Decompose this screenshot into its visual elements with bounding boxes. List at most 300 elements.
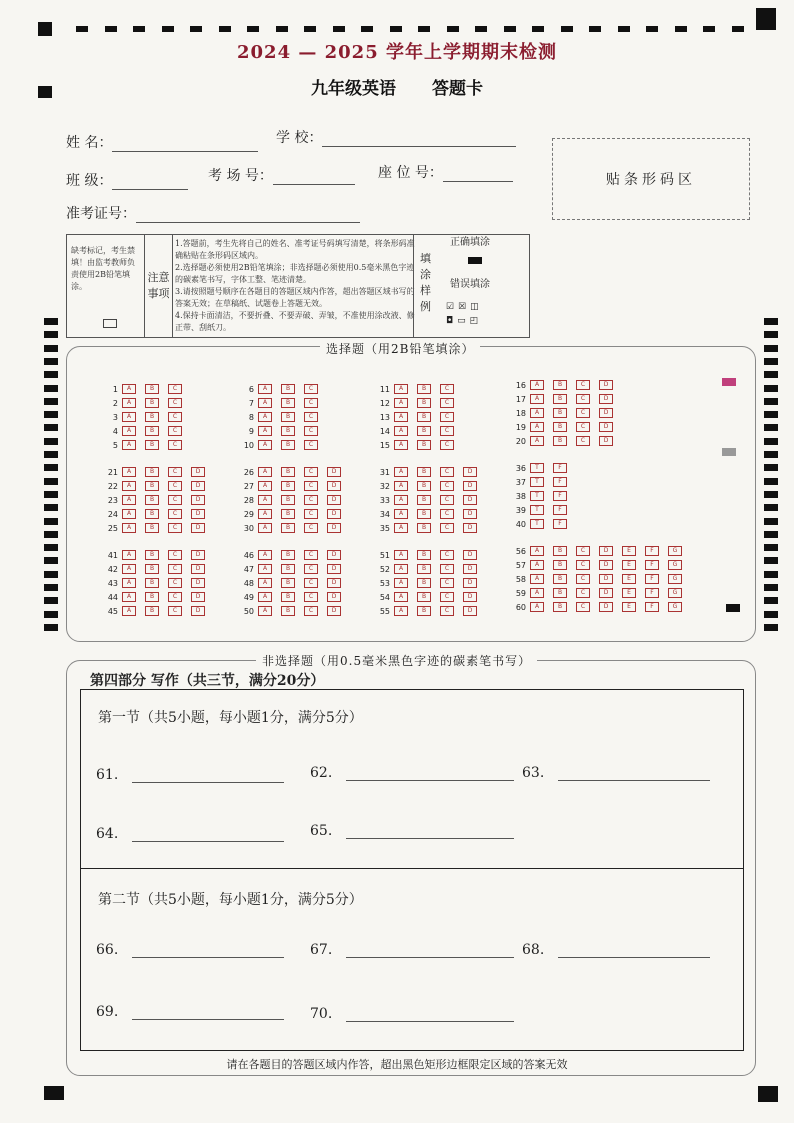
bubble-20-D[interactable]: D [599, 436, 613, 446]
bubble-57-B[interactable]: B [553, 560, 567, 570]
answer-65[interactable]: 65. [310, 823, 514, 839]
bubble-43-D[interactable]: D [191, 578, 205, 588]
bubble-29-B[interactable]: B [281, 509, 295, 519]
bubble-43-B[interactable]: B [145, 578, 159, 588]
bubble-49-A[interactable]: A [258, 592, 272, 602]
bubble-50-B[interactable]: B [281, 606, 295, 616]
bubble-5-A[interactable]: A [122, 440, 136, 450]
bubble-28-D[interactable]: D [327, 495, 341, 505]
bubble-26-A[interactable]: A [258, 467, 272, 477]
bubble-56-B[interactable]: B [553, 546, 567, 556]
bubble-1-B[interactable]: B [145, 384, 159, 394]
bubble-30-B[interactable]: B [281, 523, 295, 533]
bubble-27-A[interactable]: A [258, 481, 272, 491]
bubble-6-C[interactable]: C [304, 384, 318, 394]
bubble-6-A[interactable]: A [258, 384, 272, 394]
bubble-27-C[interactable]: C [304, 481, 318, 491]
question-16: 16 A B C D [508, 380, 622, 390]
bubble-42-B[interactable]: B [145, 564, 159, 574]
bubble-44-B[interactable]: B [145, 592, 159, 602]
bubble-56-F[interactable]: F [645, 546, 659, 556]
bubble-20-A[interactable]: A [530, 436, 544, 446]
bubble-2-B[interactable]: B [145, 398, 159, 408]
bubble-35-D[interactable]: D [463, 523, 477, 533]
bubble-30-D[interactable]: D [327, 523, 341, 533]
timing-mark [764, 557, 778, 564]
bubble-53-D[interactable]: D [463, 578, 477, 588]
bubble-19-D[interactable]: D [599, 422, 613, 432]
bubble-16-A[interactable]: A [530, 380, 544, 390]
bubble-37-T[interactable]: T [530, 477, 544, 487]
bubble-30-C[interactable]: C [304, 523, 318, 533]
bubble-44-C[interactable]: C [168, 592, 182, 602]
bubble-14-B[interactable]: B [417, 426, 431, 436]
bubble-16-B[interactable]: B [553, 380, 567, 390]
bubble-31-B[interactable]: B [417, 467, 431, 477]
bubble-32-D[interactable]: D [463, 481, 477, 491]
bubble-47-B[interactable]: B [281, 564, 295, 574]
bubble-60-B[interactable]: B [553, 602, 567, 612]
question-21: 21 A B C D [100, 467, 214, 477]
bubble-9-B[interactable]: B [281, 426, 295, 436]
bubble-58-G[interactable]: G [668, 574, 682, 584]
bubble-60-D[interactable]: D [599, 602, 613, 612]
timing-mark [646, 26, 658, 32]
bubble-52-B[interactable]: B [417, 564, 431, 574]
bubble-57-G[interactable]: G [668, 560, 682, 570]
bubble-8-C[interactable]: C [304, 412, 318, 422]
wrong-fill-samples: ◘▭◰ [446, 316, 483, 326]
timing-mark [764, 398, 778, 405]
bubble-49-B[interactable]: B [281, 592, 295, 602]
bubble-3-C[interactable]: C [168, 412, 182, 422]
bubble-31-A[interactable]: A [394, 467, 408, 477]
bubble-34-C[interactable]: C [440, 509, 454, 519]
bubble-3-B[interactable]: B [145, 412, 159, 422]
timing-mark [764, 597, 778, 604]
bubble-42-A[interactable]: A [122, 564, 136, 574]
question-15: 15 A B C [372, 440, 463, 450]
bubble-29-C[interactable]: C [304, 509, 318, 519]
bubble-5-C[interactable]: C [168, 440, 182, 450]
answer-67[interactable]: 67. [310, 942, 514, 958]
bubble-35-A[interactable]: A [394, 523, 408, 533]
bubble-28-C[interactable]: C [304, 495, 318, 505]
timing-mark [44, 504, 58, 511]
bubble-47-D[interactable]: D [327, 564, 341, 574]
bubble-41-A[interactable]: A [122, 550, 136, 560]
bubble-53-A[interactable]: A [394, 578, 408, 588]
timing-mark [764, 544, 778, 551]
bubble-13-A[interactable]: A [394, 412, 408, 422]
bubble-54-A[interactable]: A [394, 592, 408, 602]
bubble-46-C[interactable]: C [304, 550, 318, 560]
timing-mark [44, 318, 58, 325]
bubble-56-C[interactable]: C [576, 546, 590, 556]
timing-mark [722, 448, 736, 456]
timing-mark [475, 26, 487, 32]
bubble-15-B[interactable]: B [417, 440, 431, 450]
bubble-26-B[interactable]: B [281, 467, 295, 477]
question-41: 41 A B C D [100, 550, 214, 560]
bubble-31-D[interactable]: D [463, 467, 477, 477]
question-28: 28 A B C D [236, 495, 350, 505]
timing-mark [764, 584, 778, 591]
bubble-60-E[interactable]: E [622, 602, 636, 612]
bubble-11-A[interactable]: A [394, 384, 408, 394]
bubble-52-D[interactable]: D [463, 564, 477, 574]
bubble-18-D[interactable]: D [599, 408, 613, 418]
bubble-23-A[interactable]: A [122, 495, 136, 505]
bubble-13-C[interactable]: C [440, 412, 454, 422]
question-30: 30 A B C D [236, 523, 350, 533]
bubble-32-A[interactable]: A [394, 481, 408, 491]
bubble-55-A[interactable]: A [394, 606, 408, 616]
bubble-36-T[interactable]: T [530, 463, 544, 473]
bubble-57-E[interactable]: E [622, 560, 636, 570]
bubble-24-D[interactable]: D [191, 509, 205, 519]
bubble-58-A[interactable]: A [530, 574, 544, 584]
bubble-58-F[interactable]: F [645, 574, 659, 584]
bubble-35-B[interactable]: B [417, 523, 431, 533]
bubble-42-D[interactable]: D [191, 564, 205, 574]
timing-mark [44, 464, 58, 471]
class-field[interactable]: 班 级： [66, 170, 188, 190]
bubble-7-C[interactable]: C [304, 398, 318, 408]
bubble-17-A[interactable]: A [530, 394, 544, 404]
bubble-44-A[interactable]: A [122, 592, 136, 602]
bubble-48-A[interactable]: A [258, 578, 272, 588]
bubble-59-F[interactable]: F [645, 588, 659, 598]
bubble-21-A[interactable]: A [122, 467, 136, 477]
bubble-6-B[interactable]: B [281, 384, 295, 394]
bubble-7-B[interactable]: B [281, 398, 295, 408]
bubble-60-G[interactable]: G [668, 602, 682, 612]
bubble-12-B[interactable]: B [417, 398, 431, 408]
bubble-23-D[interactable]: D [191, 495, 205, 505]
exam-room-field[interactable]: 考 场 号： [208, 165, 355, 185]
bubble-16-C[interactable]: C [576, 380, 590, 390]
bubble-1-A[interactable]: A [122, 384, 136, 394]
bubble-58-B[interactable]: B [553, 574, 567, 584]
bubble-15-A[interactable]: A [394, 440, 408, 450]
bubble-38-F[interactable]: F [553, 491, 567, 501]
bubble-57-D[interactable]: D [599, 560, 613, 570]
reg-mark [44, 1086, 64, 1100]
bubble-51-A[interactable]: A [394, 550, 408, 560]
bubble-1-C[interactable]: C [168, 384, 182, 394]
name-field[interactable]: 姓 名： [66, 132, 258, 152]
bubble-41-B[interactable]: B [145, 550, 159, 560]
timing-mark [44, 398, 58, 405]
bubble-10-B[interactable]: B [281, 440, 295, 450]
bubble-17-C[interactable]: C [576, 394, 590, 404]
bubble-41-D[interactable]: D [191, 550, 205, 560]
bubble-23-B[interactable]: B [145, 495, 159, 505]
bubble-12-C[interactable]: C [440, 398, 454, 408]
answer-62[interactable]: 62. [310, 765, 514, 781]
bubble-22-D[interactable]: D [191, 481, 205, 491]
timing-mark [44, 385, 58, 392]
answer-64[interactable]: 64. [96, 826, 284, 842]
answer-66[interactable]: 66. [96, 942, 284, 958]
bubble-60-C[interactable]: C [576, 602, 590, 612]
question-38: 38 T F [508, 491, 576, 501]
bubble-44-D[interactable]: D [191, 592, 205, 602]
bubble-33-A[interactable]: A [394, 495, 408, 505]
bubble-32-C[interactable]: C [440, 481, 454, 491]
bubble-57-F[interactable]: F [645, 560, 659, 570]
bubble-47-C[interactable]: C [304, 564, 318, 574]
bubble-56-E[interactable]: E [622, 546, 636, 556]
bubble-29-A[interactable]: A [258, 509, 272, 519]
bubble-3-A[interactable]: A [122, 412, 136, 422]
question-20: 20 A B C D [508, 436, 622, 446]
bubble-49-D[interactable]: D [327, 592, 341, 602]
bubble-46-B[interactable]: B [281, 550, 295, 560]
bubble-50-A[interactable]: A [258, 606, 272, 616]
bubble-54-B[interactable]: B [417, 592, 431, 602]
question-59: 59 A B C D E F G [508, 588, 691, 598]
bubble-59-E[interactable]: E [622, 588, 636, 598]
bubble-57-C[interactable]: C [576, 560, 590, 570]
bubble-41-C[interactable]: C [168, 550, 182, 560]
bubble-40-T[interactable]: T [530, 519, 544, 529]
bubble-42-C[interactable]: C [168, 564, 182, 574]
bubble-45-B[interactable]: B [145, 606, 159, 616]
bubble-23-C[interactable]: C [168, 495, 182, 505]
bubble-21-B[interactable]: B [145, 467, 159, 477]
bubble-27-B[interactable]: B [281, 481, 295, 491]
bubble-51-C[interactable]: C [440, 550, 454, 560]
bubble-37-F[interactable]: F [553, 477, 567, 487]
bubble-7-A[interactable]: A [258, 398, 272, 408]
bubble-11-B[interactable]: B [417, 384, 431, 394]
bubble-25-A[interactable]: A [122, 523, 136, 533]
bubble-58-D[interactable]: D [599, 574, 613, 584]
bubble-30-A[interactable]: A [258, 523, 272, 533]
bubble-60-A[interactable]: A [530, 602, 544, 612]
timing-mark [764, 345, 778, 352]
bubble-29-D[interactable]: D [327, 509, 341, 519]
question-24: 24 A B C D [100, 509, 214, 519]
bubble-20-B[interactable]: B [553, 436, 567, 446]
question-26: 26 A B C D [236, 467, 350, 477]
ticket-field[interactable]: 准考证号： [66, 203, 360, 223]
bubble-58-C[interactable]: C [576, 574, 590, 584]
bubble-26-C[interactable]: C [304, 467, 318, 477]
bubble-51-D[interactable]: D [463, 550, 477, 560]
bubble-50-D[interactable]: D [327, 606, 341, 616]
bubble-2-C[interactable]: C [168, 398, 182, 408]
bubble-53-B[interactable]: B [417, 578, 431, 588]
question-1: 1 A B C [100, 384, 191, 394]
bubble-22-C[interactable]: C [168, 481, 182, 491]
bubble-57-A[interactable]: A [530, 560, 544, 570]
bubble-15-C[interactable]: C [440, 440, 454, 450]
absent-mark-box[interactable] [103, 319, 117, 328]
bubble-38-T[interactable]: T [530, 491, 544, 501]
question-6: 6 A B C [236, 384, 327, 394]
bubble-17-D[interactable]: D [599, 394, 613, 404]
bubble-31-C[interactable]: C [440, 467, 454, 477]
bubble-9-C[interactable]: C [304, 426, 318, 436]
bubble-47-A[interactable]: A [258, 564, 272, 574]
bubble-52-A[interactable]: A [394, 564, 408, 574]
bubble-48-D[interactable]: D [327, 578, 341, 588]
question-7: 7 A B C [236, 398, 327, 408]
bubble-19-C[interactable]: C [576, 422, 590, 432]
bubble-34-A[interactable]: A [394, 509, 408, 519]
bubble-59-C[interactable]: C [576, 588, 590, 598]
writing-answer-box [80, 689, 744, 1051]
bubble-55-B[interactable]: B [417, 606, 431, 616]
bubble-54-D[interactable]: D [463, 592, 477, 602]
bubble-45-A[interactable]: A [122, 606, 136, 616]
bubble-48-C[interactable]: C [304, 578, 318, 588]
bubble-50-C[interactable]: C [304, 606, 318, 616]
bubble-59-D[interactable]: D [599, 588, 613, 598]
bubble-22-A[interactable]: A [122, 481, 136, 491]
bubble-18-C[interactable]: C [576, 408, 590, 418]
bubble-5-B[interactable]: B [145, 440, 159, 450]
bubble-43-A[interactable]: A [122, 578, 136, 588]
timing-mark [133, 26, 145, 32]
bubble-4-A[interactable]: A [122, 426, 136, 436]
bubble-16-D[interactable]: D [599, 380, 613, 390]
question-23: 23 A B C D [100, 495, 214, 505]
bubble-20-C[interactable]: C [576, 436, 590, 446]
bubble-35-C[interactable]: C [440, 523, 454, 533]
bubble-33-C[interactable]: C [440, 495, 454, 505]
bubble-19-A[interactable]: A [530, 422, 544, 432]
question-27: 27 A B C D [236, 481, 350, 491]
answer-68[interactable]: 68. [522, 942, 710, 958]
bubble-55-D[interactable]: D [463, 606, 477, 616]
answer-61[interactable]: 61. [96, 767, 284, 783]
bubble-39-T[interactable]: T [530, 505, 544, 515]
bubble-25-B[interactable]: B [145, 523, 159, 533]
question-19: 19 A B C D [508, 422, 622, 432]
answer-63[interactable]: 63. [522, 765, 710, 781]
bubble-32-B[interactable]: B [417, 481, 431, 491]
bubble-43-C[interactable]: C [168, 578, 182, 588]
question-36: 36 T F [508, 463, 576, 473]
bubble-28-A[interactable]: A [258, 495, 272, 505]
bubble-26-D[interactable]: D [327, 467, 341, 477]
bubble-8-B[interactable]: B [281, 412, 295, 422]
bubble-56-A[interactable]: A [530, 546, 544, 556]
bubble-22-B[interactable]: B [145, 481, 159, 491]
question-58: 58 A B C D E F G [508, 574, 691, 584]
reg-mark [756, 8, 776, 30]
school-field[interactable]: 学 校： [276, 127, 516, 147]
timing-mark [44, 544, 58, 551]
bubble-48-B[interactable]: B [281, 578, 295, 588]
bubble-60-F[interactable]: F [645, 602, 659, 612]
bubble-55-C[interactable]: C [440, 606, 454, 616]
bubble-18-B[interactable]: B [553, 408, 567, 418]
bubble-46-A[interactable]: A [258, 550, 272, 560]
bubble-10-C[interactable]: C [304, 440, 318, 450]
bubble-8-A[interactable]: A [258, 412, 272, 422]
bubble-56-G[interactable]: G [668, 546, 682, 556]
timing-mark [764, 531, 778, 538]
timing-mark [44, 371, 58, 378]
bubble-49-C[interactable]: C [304, 592, 318, 602]
answer-69[interactable]: 69. [96, 1004, 284, 1020]
question-2: 2 A B C [100, 398, 191, 408]
timing-mark [44, 451, 58, 458]
bubble-34-B[interactable]: B [417, 509, 431, 519]
bubble-52-C[interactable]: C [440, 564, 454, 574]
bubble-21-D[interactable]: D [191, 467, 205, 477]
timing-mark [44, 478, 58, 485]
bubble-54-C[interactable]: C [440, 592, 454, 602]
bubble-24-C[interactable]: C [168, 509, 182, 519]
bubble-12-A[interactable]: A [394, 398, 408, 408]
bubble-14-A[interactable]: A [394, 426, 408, 436]
bubble-17-B[interactable]: B [553, 394, 567, 404]
bubble-19-B[interactable]: B [553, 422, 567, 432]
bubble-56-D[interactable]: D [599, 546, 613, 556]
bubble-58-E[interactable]: E [622, 574, 636, 584]
bubble-45-D[interactable]: D [191, 606, 205, 616]
bubble-14-C[interactable]: C [440, 426, 454, 436]
bubble-9-A[interactable]: A [258, 426, 272, 436]
bubble-40-F[interactable]: F [553, 519, 567, 529]
timing-mark [304, 26, 316, 32]
question-49: 49 A B C D [236, 592, 350, 602]
timing-mark [44, 571, 58, 578]
question-50: 50 A B C D [236, 606, 350, 616]
bubble-13-B[interactable]: B [417, 412, 431, 422]
bubble-59-G[interactable]: G [668, 588, 682, 598]
bubble-4-C[interactable]: C [168, 426, 182, 436]
bubble-46-D[interactable]: D [327, 550, 341, 560]
bubble-10-A[interactable]: A [258, 440, 272, 450]
bubble-24-A[interactable]: A [122, 509, 136, 519]
bubble-27-D[interactable]: D [327, 481, 341, 491]
section2-heading: 第二节（共5小题，每小题1分，满分5分） [98, 892, 363, 908]
bubble-2-A[interactable]: A [122, 398, 136, 408]
seat-field[interactable]: 座 位 号： [378, 162, 513, 182]
bubble-39-F[interactable]: F [553, 505, 567, 515]
bubble-18-A[interactable]: A [530, 408, 544, 418]
bubble-34-D[interactable]: D [463, 509, 477, 519]
bubble-51-B[interactable]: B [417, 550, 431, 560]
bubble-36-F[interactable]: F [553, 463, 567, 473]
bubble-21-C[interactable]: C [168, 467, 182, 477]
bubble-25-D[interactable]: D [191, 523, 205, 533]
question-48: 48 A B C D [236, 578, 350, 588]
bubble-59-A[interactable]: A [530, 588, 544, 598]
answer-70[interactable]: 70. [310, 1006, 514, 1022]
bubble-28-B[interactable]: B [281, 495, 295, 505]
bubble-4-B[interactable]: B [145, 426, 159, 436]
bubble-24-B[interactable]: B [145, 509, 159, 519]
bubble-45-C[interactable]: C [168, 606, 182, 616]
bubble-33-B[interactable]: B [417, 495, 431, 505]
bubble-11-C[interactable]: C [440, 384, 454, 394]
bubble-53-C[interactable]: C [440, 578, 454, 588]
question-42: 42 A B C D [100, 564, 214, 574]
timing-mark [764, 424, 778, 431]
bubble-25-C[interactable]: C [168, 523, 182, 533]
timing-mark [764, 478, 778, 485]
bubble-33-D[interactable]: D [463, 495, 477, 505]
bubble-59-B[interactable]: B [553, 588, 567, 598]
